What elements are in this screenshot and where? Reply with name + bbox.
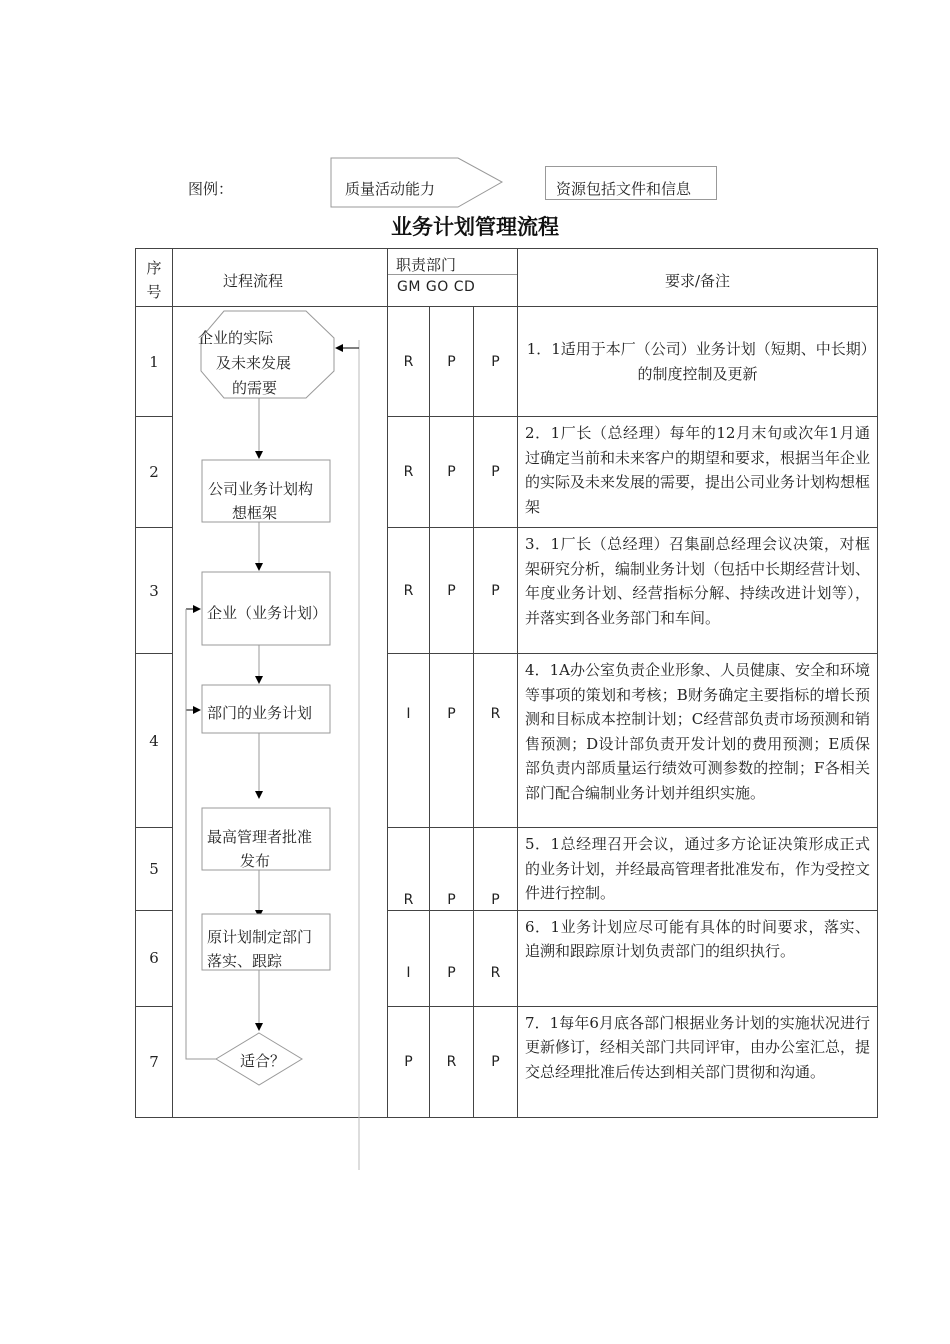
row-seq: 6 bbox=[136, 910, 173, 1006]
row-note: 3．1厂长（总经理）召集副总经理会议决策，对框架研究分析，编制业务计划（包括中长期经营计划、年度业务计划、经营指标分解、持续改进计划等），并落实到各业务部门和车间。 bbox=[518, 528, 878, 654]
row-note: 6．1业务计划应尽可能有具体的时间要求，落实、追溯和跟踪原计划负责部门的组织执行。 bbox=[518, 910, 878, 1006]
row-go: P bbox=[430, 654, 474, 828]
row-note: 7．1每年6月底各部门根据业务计划的实施状况进行更新修订，经相关部门共同评审，由办公室汇总，提交总经理批准后传达到相关部门贯彻和沟通。 bbox=[518, 1006, 878, 1117]
step2-text-1: 公司业务计划构 bbox=[208, 480, 314, 498]
row-gm: P bbox=[388, 1006, 430, 1117]
row-seq: 1 bbox=[136, 307, 173, 417]
step4-text: 部门的业务计划 bbox=[207, 704, 313, 722]
row-cd: P bbox=[474, 307, 518, 417]
row-cd: P bbox=[474, 417, 518, 528]
row-cd: P bbox=[474, 828, 518, 911]
row-note: 5．1总经理召开会议，通过多方论证决策形成正式的业务计划，并经最高管理者批准发布，作为受控文件进行控制。 bbox=[518, 828, 878, 911]
row-gm: I bbox=[388, 910, 430, 1006]
row-gm: R bbox=[388, 828, 430, 911]
legend-resource-label: 资源包括文件和信息 bbox=[556, 180, 692, 198]
header-notes: 要求/备注 bbox=[518, 249, 878, 307]
step1-text-2: 及未来发展 bbox=[216, 354, 292, 372]
row-go: P bbox=[430, 417, 474, 528]
header-flow: 过程流程 bbox=[173, 249, 388, 307]
row-note: 4．1A办公室负责企业形象、人员健康、安全和环境等事项的策划和考核；B财务确定主要指标的增长预测和目标成本控制计划；C经营部负责市场预测和销售预测；D设计部负责开发计划的费用预测；E质保部负责内部质量运行绩效可测参数的控制；F各相关部门配合编制业务计划并组织实施。 bbox=[518, 654, 878, 828]
step1-text-3: 的需要 bbox=[232, 379, 278, 397]
row-note: 2．1厂长（总经理）每年的12月末旬或次年1月通过确定当前和未来客户的期望和要求，根据当年企业的实际及未来发展的需要，提出公司业务计划构想框架 bbox=[518, 417, 878, 528]
row-gm: R bbox=[388, 307, 430, 417]
header-dept-codes: GM GO CD bbox=[397, 279, 476, 295]
step1-text-1: 企业的实际 bbox=[198, 329, 274, 347]
row-seq: 3 bbox=[136, 528, 173, 654]
decision-text: 适合？ bbox=[240, 1052, 286, 1070]
row-go: P bbox=[430, 828, 474, 911]
step6-text-1: 原计划制定部门 bbox=[207, 928, 313, 946]
step5-text-1: 最高管理者批准 bbox=[207, 828, 313, 846]
row-seq: 5 bbox=[136, 828, 173, 911]
row-gm: R bbox=[388, 528, 430, 654]
row-go: P bbox=[430, 307, 474, 417]
row-gm: I bbox=[388, 654, 430, 828]
step2-text-2: 想框架 bbox=[232, 504, 278, 522]
row-go: R bbox=[430, 1006, 474, 1117]
row-cd: R bbox=[474, 910, 518, 1006]
row-cd: P bbox=[474, 528, 518, 654]
row-gm: R bbox=[388, 417, 430, 528]
header-seq: 序 号 bbox=[136, 249, 173, 307]
header-dept-label: 职责部门 bbox=[396, 256, 457, 274]
row-go: P bbox=[430, 910, 474, 1006]
row-cd: P bbox=[474, 1006, 518, 1117]
step3-text: 企业（业务计划） bbox=[207, 604, 328, 622]
row-go: P bbox=[430, 528, 474, 654]
step6-text-2: 落实、跟踪 bbox=[207, 952, 283, 970]
step5-text-2: 发布 bbox=[240, 852, 271, 870]
legend-activity-label: 质量活动能力 bbox=[345, 180, 436, 198]
row-cd: R bbox=[474, 654, 518, 828]
legend-label: 图例： bbox=[188, 180, 234, 198]
page-title: 业务计划管理流程 bbox=[391, 215, 559, 239]
row-seq: 7 bbox=[136, 1006, 173, 1117]
row-seq: 2 bbox=[136, 417, 173, 528]
row-seq: 4 bbox=[136, 654, 173, 828]
row-note: 1．1适用于本厂（公司）业务计划（短期、中长期）的制度控制及更新 bbox=[518, 307, 878, 417]
